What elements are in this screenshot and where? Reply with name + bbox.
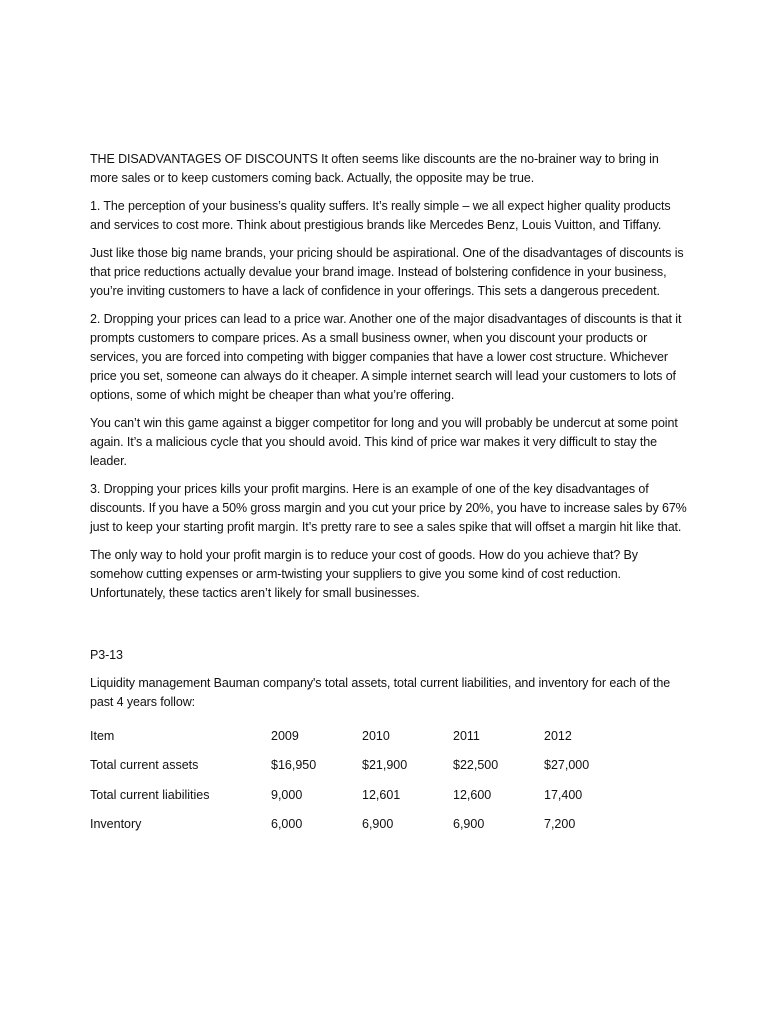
liquidity-table [90, 721, 690, 839]
problem-intro: Liquidity management Bauman company's total assets, total current liabilities, and inventory for each of the past 4 years follow: [90, 676, 671, 709]
aspirational-pricing-paragraph: Just like those big name brands, your pricing should be aspirational. One of the disadvantages of discounts is that price reductions actually devalue your brand image. Instead of bolstering confidence in your business, you’re inviting customers to have a lack of confidence in your offerings. This sets a dangerous precedent. [90, 246, 684, 298]
document-page [90, 150, 690, 839]
price-war-paragraph: You can’t win this game against a bigger competitor for long and you will probably be undercut at some point again. It’s a malicious cycle that you should avoid. This kind of price war makes it very difficult to stay the leader. [90, 416, 678, 468]
row-label: Total current assets [90, 758, 199, 773]
table-row [90, 751, 690, 781]
row-label: Total current liabilities [90, 787, 210, 802]
point-3-paragraph: 3. Dropping your prices kills your profit margins. Here is an example of one of the key disadvantages of discounts. If you have a 50% gross margin and you cut your price by 20%, you have to increase sales by 67% just to keep your starting profit margin. It’s pretty rare to see a sales spike that will offset a margin hit like that. [90, 482, 687, 534]
header-2009: 2009 [271, 728, 299, 743]
point-1-paragraph: 1. The perception of your business’s quality suffers. It’s really simple – we all expect higher quality products and services to cost more. Think about prestigious brands like Mercedes Benz, Louis Vuitton, and Tiffany. [90, 199, 671, 232]
header-2012: 2012 [544, 728, 572, 743]
table-row [90, 810, 690, 840]
cell-2012: 17,400 [544, 787, 583, 802]
header-2011: 2011 [453, 728, 480, 743]
cell-2011: $22,500 [453, 758, 499, 773]
cell-2009: 6,000 [271, 817, 303, 832]
cell-2010: 6,900 [362, 817, 394, 832]
problem-label: P3-13 [90, 648, 123, 662]
profit-margin-paragraph: The only way to hold your profit margin is to reduce your cost of goods. How do you achieve that? By somehow cutting expenses or arm-twisting your suppliers to give you some kind of cost reduction. Unfortunately, these tactics aren’t likely for small businesses. [90, 548, 638, 600]
cell-2011: 6,900 [453, 817, 485, 832]
cell-2009: 9,000 [271, 787, 303, 802]
table-row [90, 780, 690, 810]
cell-2009: $16,950 [271, 758, 317, 773]
cell-2012: 7,200 [544, 817, 576, 832]
intro-paragraph: THE DISADVANTAGES OF DISCOUNTS It often seems like discounts are the no-brainer way to bring in more sales or to keep customers coming back. Actually, the opposite may be true. [90, 152, 659, 185]
cell-2010: $21,900 [362, 758, 408, 773]
cell-2012: $27,000 [544, 758, 590, 773]
section-spacer [90, 612, 690, 646]
cell-2010: 12,601 [362, 787, 401, 802]
header-item: Item [90, 728, 115, 743]
header-2010: 2010 [362, 728, 390, 743]
row-label: Inventory [90, 817, 142, 832]
cell-2011: 12,600 [453, 787, 492, 802]
point-2-paragraph: 2. Dropping your prices can lead to a price war. Another one of the major disadvantages of discounts is that it prompts customers to compare prices. As a small business owner, when you discount your products or services, you are forced into competing with bigger companies that have a lower cost structure. Whichever price you set, someone can always do it cheaper. A simple internet search will lead your customers to lots of options, some of which might be cheaper than what you’re offering. [90, 312, 682, 402]
table-header-row [90, 721, 690, 751]
